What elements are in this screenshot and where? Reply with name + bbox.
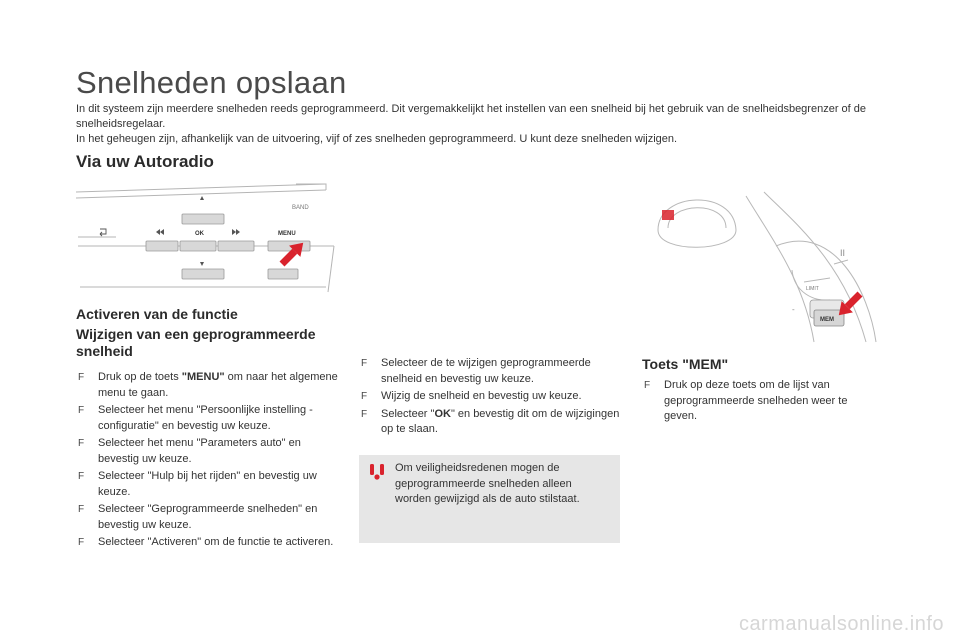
warning-box <box>359 455 620 543</box>
step-text: Selecteer "Geprogrammeerde snelheden" en bevestig uw keuze. <box>98 503 318 531</box>
limit-label: LIMIT <box>806 286 819 292</box>
step-item <box>76 535 338 551</box>
return-arrow-icon <box>100 229 106 236</box>
steering-wheel-illustration <box>644 182 894 346</box>
triangle-down-icon <box>200 262 204 266</box>
double-right-icon <box>232 229 236 235</box>
step-item <box>76 436 338 467</box>
step-text: Selecteer "Activeren" om de functie te activeren. <box>98 536 334 548</box>
step-text: om naar het algemene menu te gaan. <box>98 371 338 399</box>
bullet-icon: F <box>78 471 85 482</box>
mem-steps <box>642 378 882 427</box>
modify-steps-left <box>76 370 338 553</box>
bullet-icon: F <box>78 504 85 515</box>
intro-paragraph-2: In het geheugen zijn, afhankelijk van de uitvoering, vijf of zes snelheden geprogrammeerd. U kunt deze snelheden wijzigen. <box>76 133 678 145</box>
bullet-icon: F <box>361 391 368 402</box>
step-keyword: OK <box>434 407 451 420</box>
step-text: Wijzig de snelheid en bevestig uw keuze. <box>381 390 582 402</box>
intro-paragraph-1: In dit systeem zijn meerdere snelheden reeds geprogrammeerd. Dit vergemakkelijkt het instellen van een snelheid bij het gebruik van de snelheidsbegrenzer of de snelheidsregelaar. <box>76 103 867 130</box>
step-text: Selecteer het menu "Parameters auto" en bevestig uw keuze. <box>98 437 301 465</box>
bullet-icon: F <box>78 537 85 548</box>
step-item <box>359 407 621 438</box>
step-text: Druk op deze toets om de lijst van geprogrammeerde snelheden weer te geven. <box>664 379 848 422</box>
menu-label: MENU <box>278 231 296 237</box>
modify-steps-middle <box>359 356 621 440</box>
activate-heading: Activeren van de functie <box>76 306 238 322</box>
double-left-icon <box>160 229 164 235</box>
bullet-icon: F <box>78 438 85 449</box>
radio-panel-illustration <box>76 182 338 298</box>
step-item <box>76 403 338 434</box>
bullet-icon: F <box>361 408 368 420</box>
svg-text:-: - <box>792 305 795 314</box>
page-title: Snelheden opslaan <box>76 65 347 100</box>
ok-label: OK <box>195 231 204 237</box>
step-keyword: "MENU" <box>181 371 225 383</box>
bullet-icon: F <box>644 380 651 391</box>
watermark: carmanualsonline.info <box>738 613 944 635</box>
warning-exclamation-icon <box>367 463 387 481</box>
step-item <box>76 469 338 500</box>
step-text: Selecteer de te wijzigen geprogrammeerde snelheid en bevestig uw keuze. <box>381 357 591 385</box>
step-text: " en bevestig dit om de wijzigingen op te slaan. <box>381 407 620 435</box>
bullet-icon: F <box>361 358 368 369</box>
step-item <box>359 389 621 405</box>
band-label: BAND <box>292 205 309 211</box>
step-item <box>642 378 882 425</box>
warning-text: Om veiligheidsredenen mogen de geprogrammeerde snelheden alleen worden gewijzigd als de auto stilstaat. <box>395 462 580 505</box>
triangle-up-icon <box>200 196 204 200</box>
step-text: Druk op de toets <box>98 371 182 383</box>
step-text: Selecteer " <box>381 407 435 420</box>
svg-text:II: II <box>840 248 846 258</box>
bullet-icon: F <box>78 405 85 416</box>
step-item <box>76 370 338 401</box>
mem-heading: Toets "MEM" <box>642 356 729 372</box>
bullet-icon: F <box>78 372 85 383</box>
intro-text <box>76 102 916 147</box>
section-title: Via uw Autoradio <box>76 152 214 171</box>
step-text: Selecteer het menu "Persoonlijke instelling - configuratie" en bevestig uw keuze. <box>98 404 313 432</box>
step-item <box>359 356 621 387</box>
mem-label: MEM <box>820 317 834 323</box>
step-text: Selecteer "Hulp bij het rijden" en bevestig uw keuze. <box>98 470 317 498</box>
modify-heading: Wijzigen van een geprogrammeerde snelheid <box>76 326 316 359</box>
step-item <box>76 502 338 533</box>
